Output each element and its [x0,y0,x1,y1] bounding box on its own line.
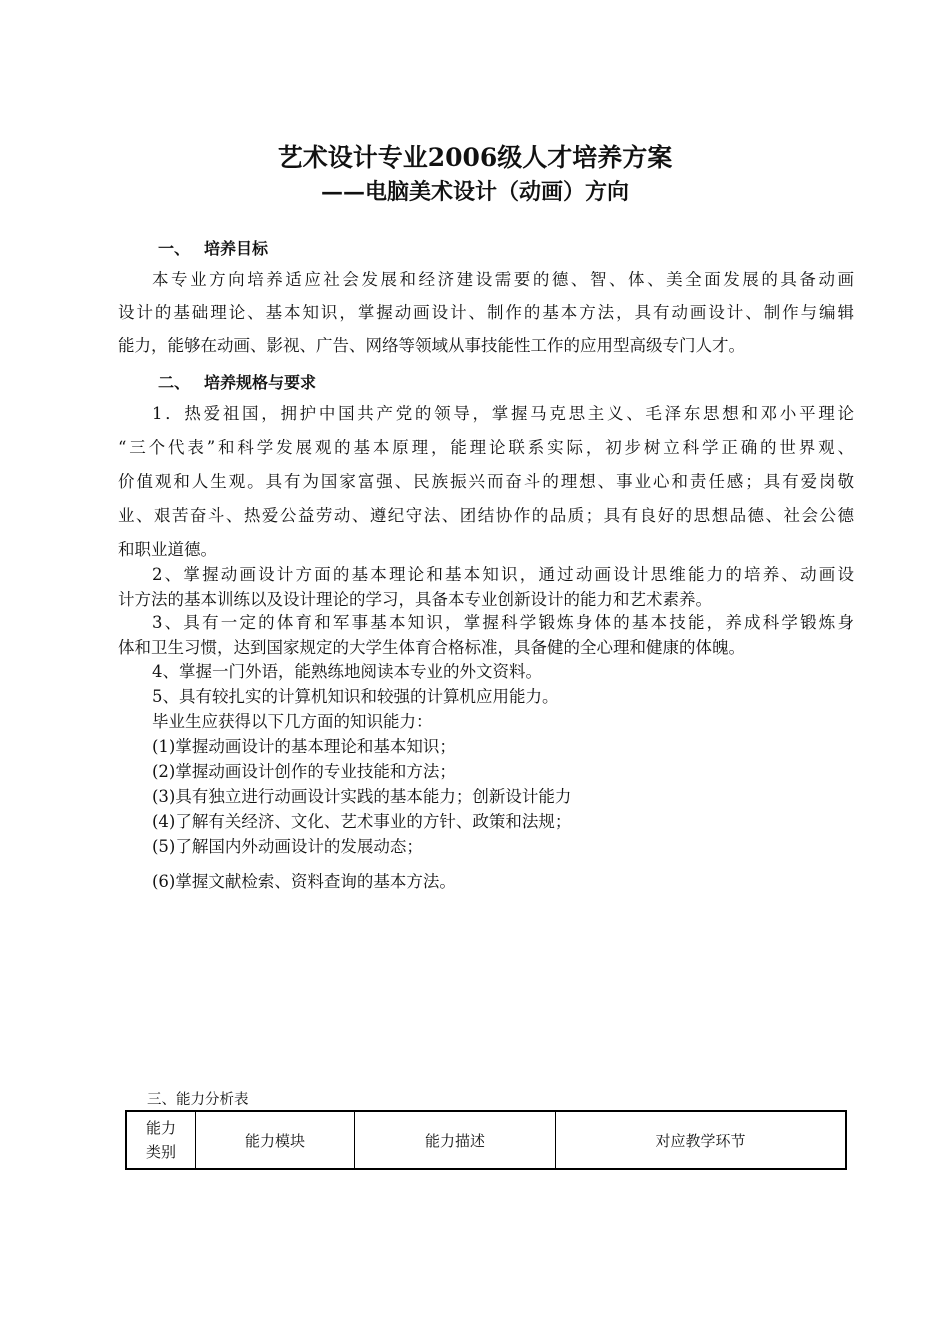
requirement-item-1 [118,397,854,567]
document-subtitle: ——电脑美术设计（动画）方向 [320,179,629,205]
section1-number: 一、 [158,239,191,258]
section2-number: 二、 [158,373,191,392]
header-teaching-link: 对应教学环节 [556,1111,847,1169]
ability-list-item: (1)掌握动画设计的基本理论和基本知识； [152,737,456,756]
section1-paragraph [118,263,854,362]
section1-heading [158,236,268,259]
paragraph-line: 计方法的基本训练以及设计理论的学习，具备本专业创新设计的能力和艺术素养。 [118,590,712,609]
section1-title: 培养目标 [204,239,269,258]
requirement-item-3 [118,610,854,660]
header-cell-line: 能力 [145,1119,176,1137]
header-ability-description: 能力描述 [355,1111,556,1169]
paragraph-line: 设计的基础理论、基本知识，掌握动画设计、制作的基本方法，具有动画设计、制作与编辑 [118,303,854,322]
header-ability-category [126,1111,196,1169]
paragraph-line: 3、具有一定的体育和军事基本知识，掌握科学锻炼身体的基本技能，养成科学锻炼身 [152,613,854,632]
graduate-abilities-intro: 毕业生应获得以下几方面的知识能力： [152,712,433,731]
ability-list-item: (6)掌握文献检索、资料查询的基本方法。 [152,872,456,891]
header-ability-module: 能力模块 [196,1111,355,1169]
header-cell-line: 类别 [145,1143,176,1161]
paragraph-line: 和职业道德。 [118,540,217,559]
paragraph-line: 2、掌握动画设计方面的基本理论和基本知识，通过动画设计思维能力的培养、动画设 [152,565,854,584]
ability-list-item: (3)具有独立进行动画设计实践的基本能力；创新设计能力 [152,787,572,806]
requirement-item-5: 5、具有较扎实的计算机知识和较强的计算机应用能力。 [152,687,559,706]
paragraph-line: 体和卫生习惯，达到国家规定的大学生体育合格标准，具备健的全心理和健康的体魄。 [118,638,745,657]
ability-list-item: (4)了解有关经济、文化、艺术事业的方针、政策和法规； [152,812,572,831]
ability-list-item: (5)了解国内外动画设计的发展动态； [152,837,423,856]
table-caption: 三、能力分析表 [147,1092,249,1108]
ability-list-item: (2)掌握动画设计创作的专业技能和方法； [152,762,456,781]
requirement-item-4: 4、掌握一门外语，能熟练地阅读本专业的外文资料。 [152,662,542,681]
paragraph-line: 业、艰苦奋斗、热爱公益劳动、遵纪守法、团结协作的品质；具有良好的思想品德、社会公德 [118,506,854,525]
table-header-row [126,1111,846,1169]
section2-heading [158,370,316,393]
paragraph-line: 价值观和人生观。具有为国家富强、民族振兴而奋斗的理想、事业心和责任感；具有爱岗敬 [118,472,854,491]
paragraph-line: 能力，能够在动画、影视、广告、网络等领域从事技能性工作的应用型高级专门人才。 [118,336,745,355]
paragraph-line: “三个代表”和科学发展观的基本原理，能理论联系实际，初步树立科学正确的世界观、 [118,438,854,457]
section2-title: 培养规格与要求 [204,373,317,392]
ability-analysis-table [125,1110,847,1170]
document-title: 艺术设计专业2006级人才培养方案 [277,143,673,172]
paragraph-line: 1．热爱祖国，拥护中国共产党的领导，掌握马克思主义、毛泽东思想和邓小平理论 [152,404,854,423]
requirement-item-2 [118,562,854,612]
paragraph-line: 本专业方向培养适应社会发展和经济建设需要的德、智、体、美全面发展的具备动画 [152,270,854,289]
